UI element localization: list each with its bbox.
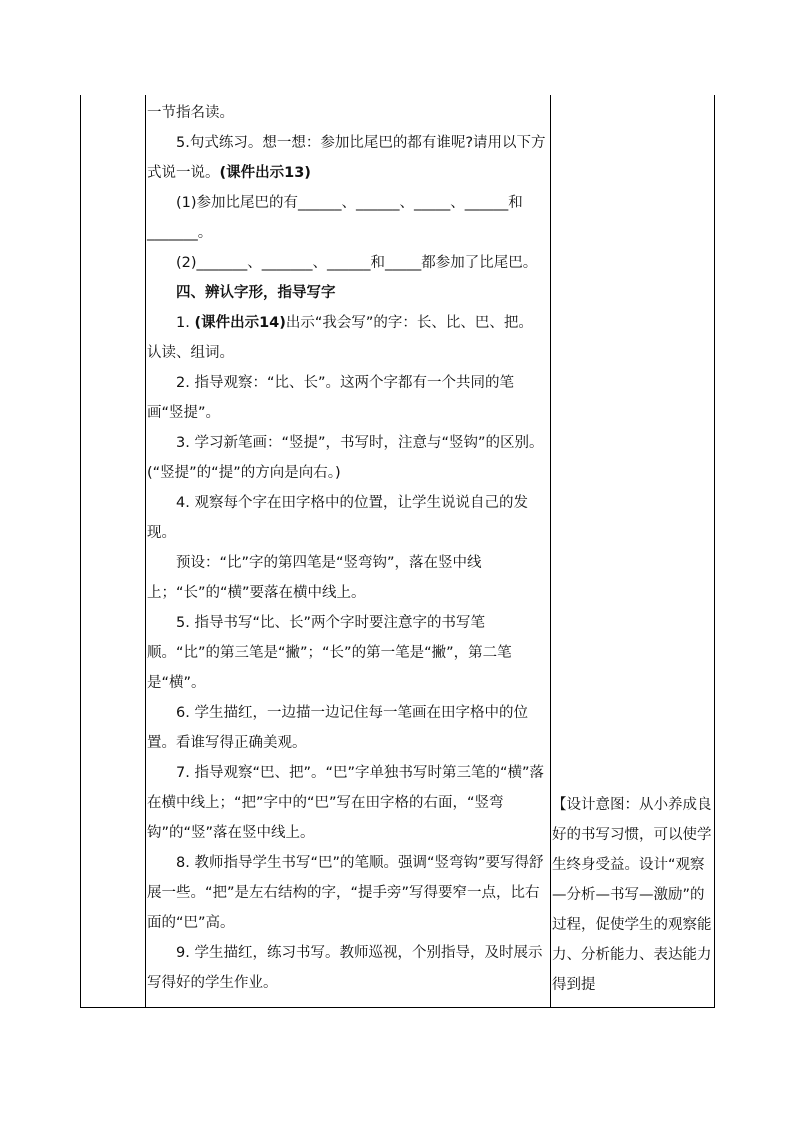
paragraph-text: 4. 观察每个字在田字格中的位置，让学生说说自己的发现。: [147, 495, 528, 541]
lesson-paragraph: [147, 488, 547, 548]
paragraph-text: 6. 学生描红，一边描一边记住每一笔画在田字格中的位置。看谁写得正确美观。: [147, 705, 528, 751]
table-border-left: [80, 95, 81, 1008]
lesson-paragraph: [147, 98, 547, 128]
lesson-paragraph: [147, 278, 547, 308]
table-border-right: [714, 95, 715, 1008]
lesson-paragraph: [147, 608, 547, 698]
lesson-paragraph: [147, 308, 547, 368]
table-column-divider-2: [550, 95, 551, 1008]
bold-text: (课件出示14): [194, 315, 286, 331]
lesson-steps-column: [147, 98, 547, 998]
design-intent-column: [552, 790, 712, 1000]
table-border-bottom: [80, 1007, 714, 1008]
lesson-paragraph: [147, 938, 547, 998]
paragraph-text: 9. 学生描红，练习书写。教师巡视，个别指导，及时展示写得好的学生作业。: [147, 945, 543, 991]
paragraph-text: (2)_______、_______、______和_____都参加了比尾巴。: [176, 255, 538, 271]
paragraph-text: 3. 学习新笔画：“竖提”，书写时，注意与“竖钩”的区别。(“竖提”的“提”的方向是向右。): [147, 435, 544, 481]
paragraph-text: 一节指名读。: [147, 105, 234, 121]
design-intent-note: 【设计意图：从小养成良好的书写习惯，可以使学生终身受益。设计“观察—分析—书写—激励”的过程，促使学生的观察能力、分析能力、表达能力得到提: [552, 797, 712, 993]
paragraph-text: 出示“我会写”的字：长、比、巴、把。认读、组词。: [147, 315, 533, 361]
lesson-paragraph: [147, 758, 547, 848]
lesson-paragraph: [147, 188, 547, 248]
paragraph-text: (1)参加比尾巴的有______、______、_____、______和_______。: [147, 195, 523, 241]
lesson-paragraph: [147, 428, 547, 488]
lesson-paragraph: [147, 368, 547, 428]
paragraph-text: 8. 教师指导学生书写“巴”的笔顺。强调“竖弯钩”要写得舒展一些。“把”是左右结构的字，“提手旁”写得要窄一点，比右面的“巴”高。: [147, 855, 544, 931]
paragraph-text: 2. 指导观察：“比、长”。这两个字都有一个共同的笔画“竖提”。: [147, 375, 514, 421]
lesson-paragraph: [147, 548, 547, 608]
paragraph-text: 1.: [176, 315, 195, 331]
bold-text: 四、辨认字形，指导写字: [176, 285, 336, 301]
paragraph-text: 5.句式练习。想一想：参加比尾巴的都有谁呢?请用以下方式说一说。: [147, 135, 546, 181]
paragraph-text: 预设：“比”字的第四笔是“竖弯钩”，落在竖中线上；“长”的“横”要落在横中线上。: [147, 555, 482, 601]
paragraph-text: 5. 指导书写“比、长”两个字时要注意字的书写笔顺。“比”的第三笔是“撇”；“长”的第一笔是“撇”，第二笔是“横”。: [147, 615, 512, 691]
table-column-divider-1: [145, 95, 146, 1008]
bold-text: (课件出示13): [219, 165, 311, 181]
lesson-paragraph: [147, 848, 547, 938]
lesson-paragraph: [147, 698, 547, 758]
lesson-paragraph: [147, 128, 547, 188]
paragraph-text: 7. 指导观察“巴、把”。“巴”字单独书写时第三笔的“横”落在横中线上；“把”字中的“巴”写在田字格的右面，“竖弯钩”的“竖”落在竖中线上。: [147, 765, 545, 841]
lesson-paragraph: [147, 248, 547, 278]
